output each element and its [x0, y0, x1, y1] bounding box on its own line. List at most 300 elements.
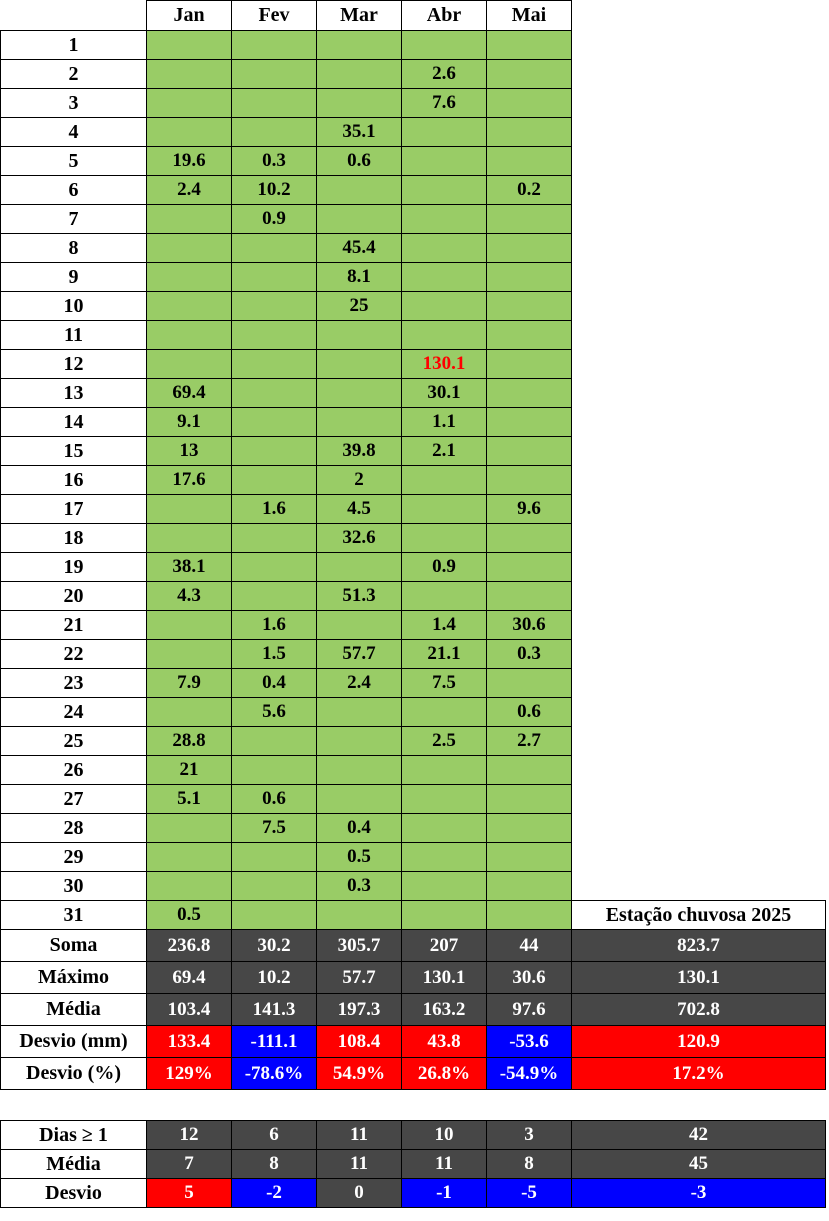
rain-cell: [317, 553, 402, 582]
day-number: 21: [1, 611, 147, 640]
rain-cell: 69.4: [147, 379, 232, 408]
rain-cell: [402, 872, 487, 901]
rain-cell: 2.1: [402, 437, 487, 466]
rain-cell: [487, 60, 572, 89]
day-row: [1, 408, 826, 437]
rain-cell: [487, 814, 572, 843]
rain-cell: [232, 118, 317, 147]
rain-cell: 21: [147, 756, 232, 785]
rain-cell: 10.2: [232, 176, 317, 205]
season-spacer: [572, 524, 826, 553]
rain-cell: [147, 321, 232, 350]
rain-cell: [402, 118, 487, 147]
rain-days-value: 8: [232, 1150, 317, 1179]
rain-cell: [232, 89, 317, 118]
rain-cell: 0.2: [487, 176, 572, 205]
rain-cell: [147, 263, 232, 292]
summary-value: -54.9%: [487, 1058, 572, 1090]
day-row: [1, 814, 826, 843]
rain-cell: 13: [147, 437, 232, 466]
rain-cell: [402, 292, 487, 321]
rain-cell: 0.9: [232, 205, 317, 234]
rain-cell: [232, 350, 317, 379]
day-row: [1, 89, 826, 118]
rain-cell: 25: [317, 292, 402, 321]
summary-value: 141.3: [232, 994, 317, 1026]
rain-cell: 1.1: [402, 408, 487, 437]
rain-cell: 0.3: [317, 872, 402, 901]
day-row: [1, 669, 826, 698]
summary-row: [1, 962, 826, 994]
rain-cell: 0.3: [487, 640, 572, 669]
rain-cell: 0.6: [317, 147, 402, 176]
day-row: [1, 727, 826, 756]
day-row: [1, 756, 826, 785]
day-number: 19: [1, 553, 147, 582]
day-number: 7: [1, 205, 147, 234]
rain-cell: 32.6: [317, 524, 402, 553]
rain-cell: [232, 553, 317, 582]
season-spacer: [572, 814, 826, 843]
rain-cell: [232, 524, 317, 553]
rain-cell: [317, 901, 402, 930]
rain-cell: [147, 843, 232, 872]
rain-cell: [232, 263, 317, 292]
rain-cell: [402, 234, 487, 263]
rain-cell: [487, 408, 572, 437]
day-number: 18: [1, 524, 147, 553]
rain-cell: [317, 727, 402, 756]
rain-cell: [147, 234, 232, 263]
summary-row: [1, 1026, 826, 1058]
rain-cell: 4.3: [147, 582, 232, 611]
rain-cell: [232, 582, 317, 611]
rain-cell: [487, 437, 572, 466]
rain-cell: [147, 814, 232, 843]
rain-cell: [317, 350, 402, 379]
rain-days-value: 12: [147, 1121, 232, 1150]
rain-cell: 30.6: [487, 611, 572, 640]
rain-cell: 2.4: [147, 176, 232, 205]
rain-cell: [232, 756, 317, 785]
rain-days-value: 8: [487, 1150, 572, 1179]
day-row: [1, 582, 826, 611]
day-row: [1, 901, 826, 930]
month-header-jan: Jan: [147, 1, 232, 31]
rain-cell: [232, 437, 317, 466]
season-value: 130.1: [572, 962, 826, 994]
season-spacer: [572, 31, 826, 60]
rain-cell: [232, 379, 317, 408]
season-spacer: [572, 350, 826, 379]
rain-cell: [402, 147, 487, 176]
day-row: [1, 785, 826, 814]
rain-cell: [147, 611, 232, 640]
rain-cell: 0.4: [317, 814, 402, 843]
season-label: Estação chuvosa 2025: [572, 901, 826, 930]
season-spacer: [572, 756, 826, 785]
day-row: [1, 495, 826, 524]
day-number: 26: [1, 756, 147, 785]
rain-cell: [487, 872, 572, 901]
season-spacer: [572, 147, 826, 176]
summary-value: 54.9%: [317, 1058, 402, 1090]
rain-cell: [487, 582, 572, 611]
rain-days-value: 0: [317, 1179, 402, 1208]
rain-cell: [487, 379, 572, 408]
day-number: 25: [1, 727, 147, 756]
day-row: [1, 698, 826, 727]
rain-days-value: -1: [402, 1179, 487, 1208]
rain-cell: [487, 756, 572, 785]
rain-days-value: 10: [402, 1121, 487, 1150]
rain-cell: [317, 785, 402, 814]
day-row: [1, 350, 826, 379]
season-spacer: [572, 292, 826, 321]
rain-cell: [317, 408, 402, 437]
rain-cell: [147, 640, 232, 669]
season-spacer: [572, 698, 826, 727]
rain-days-value: 6: [232, 1121, 317, 1150]
season-value: 120.9: [572, 1026, 826, 1058]
rain-cell: [147, 118, 232, 147]
rain-cell: [402, 901, 487, 930]
rain-days-value: 11: [402, 1150, 487, 1179]
rain-cell: 57.7: [317, 640, 402, 669]
season-spacer: [572, 89, 826, 118]
rain-cell: [487, 785, 572, 814]
day-number: 27: [1, 785, 147, 814]
rain-cell: 0.9: [402, 553, 487, 582]
summary-value: -111.1: [232, 1026, 317, 1058]
rain-cell: [147, 872, 232, 901]
summary-label: Desvio (mm): [1, 1026, 147, 1058]
summary-value: 305.7: [317, 930, 402, 962]
summary-value: -53.6: [487, 1026, 572, 1058]
summary-value: -78.6%: [232, 1058, 317, 1090]
summary-label: Média: [1, 994, 147, 1026]
day-row: [1, 553, 826, 582]
day-row: [1, 176, 826, 205]
day-row: [1, 234, 826, 263]
rain-cell: [147, 89, 232, 118]
rain-cell: [317, 698, 402, 727]
day-row: [1, 205, 826, 234]
rain-cell: 7.6: [402, 89, 487, 118]
summary-value: 26.8%: [402, 1058, 487, 1090]
rain-days-value: -5: [487, 1179, 572, 1208]
season-spacer: [572, 118, 826, 147]
rain-cell: [147, 350, 232, 379]
month-header-row: [1, 1, 826, 31]
rain-cell: [487, 147, 572, 176]
rain-cell: [232, 321, 317, 350]
rain-days-value: 3: [487, 1121, 572, 1150]
rain-cell: [232, 408, 317, 437]
rain-cell: [402, 524, 487, 553]
day-number: 14: [1, 408, 147, 437]
rain-cell: [147, 292, 232, 321]
summary-value: 108.4: [317, 1026, 402, 1058]
day-number: 31: [1, 901, 147, 930]
day-number: 8: [1, 234, 147, 263]
rain-cell: 1.4: [402, 611, 487, 640]
rain-cell: [487, 321, 572, 350]
summary-value: 43.8: [402, 1026, 487, 1058]
rain-cell: [402, 176, 487, 205]
rain-days-row: [1, 1121, 826, 1150]
day-number: 29: [1, 843, 147, 872]
season-spacer: [572, 263, 826, 292]
rain-cell: 4.5: [317, 495, 402, 524]
day-row: [1, 292, 826, 321]
rain-cell: 8.1: [317, 263, 402, 292]
rain-cell: [402, 843, 487, 872]
summary-value: 30.2: [232, 930, 317, 962]
day-row: [1, 640, 826, 669]
day-row: [1, 437, 826, 466]
day-number: 4: [1, 118, 147, 147]
summary-value: 207: [402, 930, 487, 962]
rain-cell: 130.1: [402, 350, 487, 379]
summary-value: 163.2: [402, 994, 487, 1026]
season-spacer: [572, 843, 826, 872]
rain-cell: [487, 205, 572, 234]
day-number: 12: [1, 350, 147, 379]
rain-cell: [487, 292, 572, 321]
day-row: [1, 263, 826, 292]
season-spacer: [572, 1, 826, 31]
rain-cell: [487, 263, 572, 292]
rain-cell: 2.7: [487, 727, 572, 756]
summary-value: 236.8: [147, 930, 232, 962]
season-spacer: [572, 205, 826, 234]
month-header-abr: Abr: [402, 1, 487, 31]
day-row: [1, 466, 826, 495]
day-number: 13: [1, 379, 147, 408]
day-number: 3: [1, 89, 147, 118]
rain-cell: [147, 524, 232, 553]
rain-days-label: Desvio: [1, 1179, 147, 1208]
rain-days-row: [1, 1179, 826, 1208]
season-spacer: [572, 437, 826, 466]
rain-cell: [487, 31, 572, 60]
season-spacer: [572, 640, 826, 669]
rain-cell: [147, 698, 232, 727]
day-row: [1, 321, 826, 350]
corner-cell: [1, 1, 147, 31]
season-value: 42: [572, 1121, 826, 1150]
rain-cell: 45.4: [317, 234, 402, 263]
day-number: 10: [1, 292, 147, 321]
season-value: 45: [572, 1150, 826, 1179]
summary-row: [1, 1058, 826, 1090]
summary-value: 130.1: [402, 962, 487, 994]
rain-cell: [232, 872, 317, 901]
rain-cell: 1.6: [232, 611, 317, 640]
summary-row: [1, 994, 826, 1026]
day-number: 24: [1, 698, 147, 727]
rain-cell: [317, 321, 402, 350]
summary-value: 103.4: [147, 994, 232, 1026]
rain-cell: 30.1: [402, 379, 487, 408]
rain-cell: [232, 466, 317, 495]
rain-cell: [487, 466, 572, 495]
summary-value: 97.6: [487, 994, 572, 1026]
rain-cell: [402, 31, 487, 60]
rain-cell: [232, 234, 317, 263]
day-row: [1, 611, 826, 640]
season-spacer: [572, 234, 826, 263]
rain-cell: [232, 60, 317, 89]
rain-cell: 0.5: [147, 901, 232, 930]
rain-cell: [402, 785, 487, 814]
rain-cell: 9.1: [147, 408, 232, 437]
rain-days-row: [1, 1150, 826, 1179]
rain-cell: [402, 698, 487, 727]
month-header-fev: Fev: [232, 1, 317, 31]
rain-cell: [317, 60, 402, 89]
rain-cell: 1.5: [232, 640, 317, 669]
rain-cell: [402, 205, 487, 234]
rain-cell: 28.8: [147, 727, 232, 756]
rain-cell: [317, 31, 402, 60]
rain-cell: [402, 582, 487, 611]
season-spacer: [572, 466, 826, 495]
rain-cell: [317, 89, 402, 118]
day-number: 15: [1, 437, 147, 466]
day-number: 6: [1, 176, 147, 205]
day-number: 2: [1, 60, 147, 89]
rain-cell: [487, 524, 572, 553]
day-row: [1, 843, 826, 872]
summary-value: 129%: [147, 1058, 232, 1090]
season-value: 702.8: [572, 994, 826, 1026]
rain-cell: [232, 31, 317, 60]
season-value: -3: [572, 1179, 826, 1208]
summary-label: Máximo: [1, 962, 147, 994]
day-row: [1, 872, 826, 901]
day-number: 28: [1, 814, 147, 843]
rain-cell: [487, 843, 572, 872]
season-spacer: [572, 495, 826, 524]
rain-days-value: 5: [147, 1179, 232, 1208]
rain-cell: 51.3: [317, 582, 402, 611]
summary-row: [1, 930, 826, 962]
day-number: 11: [1, 321, 147, 350]
month-header-mar: Mar: [317, 1, 402, 31]
rain-cell: [402, 814, 487, 843]
day-row: [1, 524, 826, 553]
rain-cell: [232, 727, 317, 756]
season-spacer: [572, 379, 826, 408]
rain-cell: [487, 89, 572, 118]
summary-value: 30.6: [487, 962, 572, 994]
rain-cell: 0.6: [232, 785, 317, 814]
season-value: 17.2%: [572, 1058, 826, 1090]
rain-cell: 35.1: [317, 118, 402, 147]
rain-cell: [147, 205, 232, 234]
summary-value: 133.4: [147, 1026, 232, 1058]
rain-cell: 2.4: [317, 669, 402, 698]
day-number: 22: [1, 640, 147, 669]
rain-cell: [317, 379, 402, 408]
rain-days-value: 11: [317, 1121, 402, 1150]
season-spacer: [572, 669, 826, 698]
rain-days-label: Média: [1, 1150, 147, 1179]
day-number: 20: [1, 582, 147, 611]
rain-cell: [487, 234, 572, 263]
rain-cell: [317, 756, 402, 785]
rain-cell: [487, 350, 572, 379]
rain-cell: [317, 205, 402, 234]
rain-cell: [232, 843, 317, 872]
rain-cell: 0.4: [232, 669, 317, 698]
rain-cell: 5.1: [147, 785, 232, 814]
season-value: 823.7: [572, 930, 826, 962]
day-row: [1, 147, 826, 176]
rain-cell: 2: [317, 466, 402, 495]
rain-cell: [147, 60, 232, 89]
summary-label: Desvio (%): [1, 1058, 147, 1090]
rain-cell: [317, 176, 402, 205]
season-spacer: [572, 553, 826, 582]
season-spacer: [572, 611, 826, 640]
day-number: 9: [1, 263, 147, 292]
rain-cell: 9.6: [487, 495, 572, 524]
day-number: 17: [1, 495, 147, 524]
season-spacer: [572, 176, 826, 205]
rain-cell: [487, 553, 572, 582]
rain-cell: 7.9: [147, 669, 232, 698]
rain-cell: 7.5: [232, 814, 317, 843]
season-spacer: [572, 321, 826, 350]
rain-cell: 0.3: [232, 147, 317, 176]
rain-days-value: 7: [147, 1150, 232, 1179]
summary-label: Soma: [1, 930, 147, 962]
rain-cell: 0.5: [317, 843, 402, 872]
day-number: 23: [1, 669, 147, 698]
rain-cell: [147, 31, 232, 60]
rain-cell: [147, 495, 232, 524]
summary-value: 44: [487, 930, 572, 962]
day-row: [1, 31, 826, 60]
rain-cell: 2.5: [402, 727, 487, 756]
rain-cell: [402, 263, 487, 292]
rain-cell: 0.6: [487, 698, 572, 727]
rain-cell: 7.5: [402, 669, 487, 698]
rain-cell: 38.1: [147, 553, 232, 582]
day-number: 5: [1, 147, 147, 176]
rain-cell: 19.6: [147, 147, 232, 176]
rain-cell: [487, 901, 572, 930]
rain-cell: [402, 495, 487, 524]
rain-days-table: [0, 1120, 826, 1208]
rain-cell: [487, 118, 572, 147]
rain-days-value: -2: [232, 1179, 317, 1208]
rain-cell: [232, 901, 317, 930]
rain-cell: 5.6: [232, 698, 317, 727]
rain-cell: 39.8: [317, 437, 402, 466]
month-header-mai: Mai: [487, 1, 572, 31]
season-spacer: [572, 727, 826, 756]
rain-cell: [317, 611, 402, 640]
rain-cell: 2.6: [402, 60, 487, 89]
rain-cell: 17.6: [147, 466, 232, 495]
rain-cell: 1.6: [232, 495, 317, 524]
day-number: 30: [1, 872, 147, 901]
rain-days-value: 11: [317, 1150, 402, 1179]
